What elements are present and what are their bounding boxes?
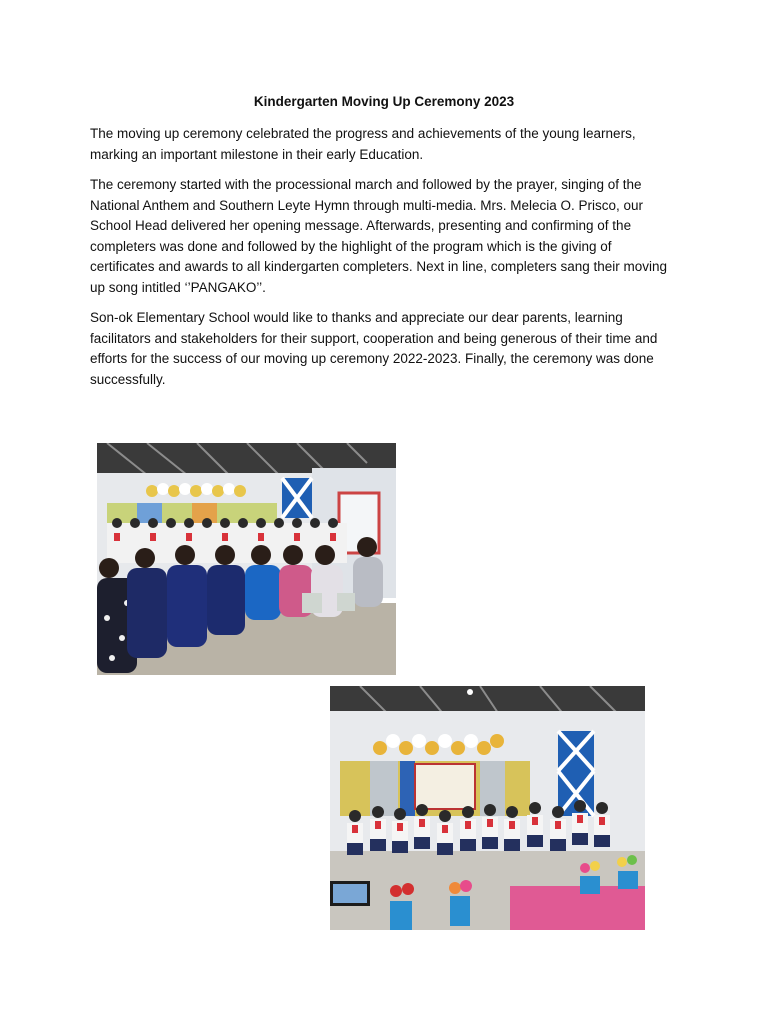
paragraph-intro: The moving up ceremony celebrated the progress and achievements of the young learners, marking an important milestone in their early Education. [90, 126, 636, 162]
paragraph-thanks: Son-ok Elementary School would like to thanks and appreciate our dear parents, learning facilitators and stakeholders for their support, cooperation and being generous of their time and efforts for the success of our moving up ceremony 2022-2023. Finally, the ceremony was done successfully. [90, 310, 658, 387]
document-title: Kindergarten Moving Up Ceremony 2023 [253, 94, 515, 109]
ceremony-photo-audience [97, 443, 396, 675]
paragraph-program: The ceremony started with the processional march and followed by the prayer, singing of the National Anthem and Southern Leyte Hymn through multi-media. Mrs. Melecia O. Prisco, our School Head delivered her opening message. Afterwards, presenting and confirming of the completers was done and followed by the highlight of the program which is the giving of certificates and awards to all kindergarten completers. Next in line, completers sang their moving up song intitled ‘’PANGAKO’’. [90, 177, 668, 295]
ceremony-photo-completers [330, 686, 645, 930]
